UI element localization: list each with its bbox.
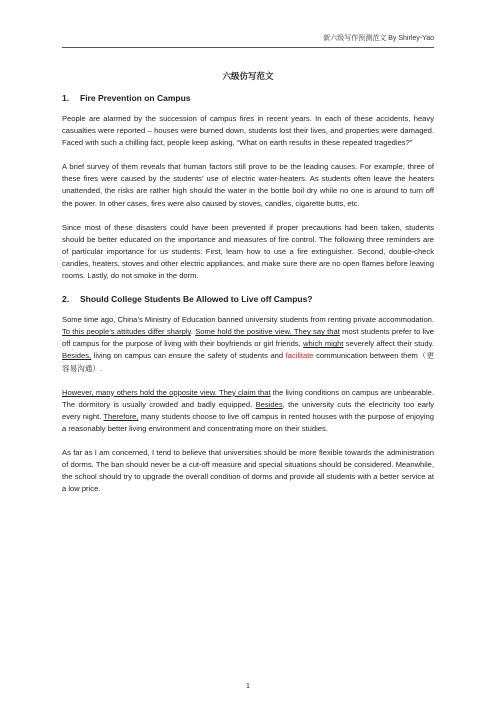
section-2-heading bbox=[62, 294, 434, 304]
section-1-number: 1. bbox=[62, 93, 70, 103]
section-2-paragraph-1 bbox=[62, 314, 434, 374]
section-1-paragraph-3: Since most of these disasters could have been prevented if proper precautions had been taken, students should be better educated on the importance and measures of fire control. The following three reminders are of particular importance for us students: First, learn how to use a fire extinguisher. Second, double-check candles, heaters, stoves and other electric appliances, and make sure there are no open flames before leaving rooms. Lastly, do not smoke in the dorm. bbox=[62, 222, 434, 281]
document-body bbox=[62, 70, 434, 507]
underlined-phrase: To this people’s attitudes differ sharply bbox=[62, 327, 191, 337]
underlined-phrase: Besides bbox=[255, 399, 283, 409]
underlined-phrase: However, many others hold the opposite view. They claim that bbox=[62, 387, 271, 397]
text-run: , the university cuts the electricity too early every night. bbox=[62, 399, 434, 421]
text-run: many students choose to live off campus in rented houses with the purpose of enjoying a reasonably better living environment and concentrating more on their studies. bbox=[62, 411, 434, 433]
text-run: Some time ago, China’s Ministry of Education banned university students from renting private accommodation. bbox=[62, 315, 434, 325]
section-1-paragraph-2: A brief survey of them reveals that human factors still prove to be the leading causes. For example, three of these fires were caused by the students’ use of electric water-heaters. As students often leave the heaters unattended, the risks are rather high should the water in the bottle boil dry while no one is around to turn off the power. In other cases, fires were also caused by stoves, candles, cigarette butts, etc. bbox=[62, 162, 434, 208]
section-2-number: 2. bbox=[62, 294, 70, 305]
section-2-paragraph-3: As far as I am concerned, I tend to believe that universities should be more flexible towards the administration of dorms. The ban should never be a cut-off measure and special situations should be considered. Meanwhile, the school should try to upgrade the overall condition of dorms and provide all students with a better service at a low price. bbox=[62, 447, 434, 494]
header-text: 新六级写作预测范文 By Shirley-Yao bbox=[323, 35, 434, 42]
document-title: 六级仿写范文 bbox=[222, 71, 274, 81]
underlined-phrase: Besides, bbox=[62, 351, 92, 361]
text-run: severely affect their study. bbox=[343, 339, 434, 349]
highlighted-word: facilitate bbox=[285, 351, 314, 361]
page-number: 1 bbox=[246, 683, 250, 690]
section-2-title: Should College Students Be Allowed to Live off Campus? bbox=[80, 294, 313, 305]
section-1-heading bbox=[62, 93, 434, 103]
section-1-title: Fire Prevention on Campus bbox=[80, 93, 191, 103]
page-header bbox=[62, 0, 434, 48]
text-run: communication between them（更容易沟通）. bbox=[62, 351, 434, 373]
text-run: living on campus can ensure the safety of students and bbox=[91, 351, 286, 361]
text-run: the living conditions on campus are unbearable. The dormitory is usually crowded and badly equipped. bbox=[62, 387, 435, 409]
section-1-paragraph-1: People are alarmed by the succession of campus fires in recent years. In each of these accidents, heavy casualties were reported – houses were burned down, students lost their lives, and properties were damaged. Faced with such a chilling fact, people keep asking, “What on earth results in these repeated tragedies?” bbox=[62, 114, 434, 148]
underlined-phrase: Some hold the positive view. They say that bbox=[195, 327, 340, 337]
text-run: . bbox=[190, 327, 196, 337]
section-2-paragraph-2 bbox=[62, 387, 434, 435]
underlined-phrase: Therefore, bbox=[103, 411, 139, 421]
text-run: most students prefer to live off campus for the purpose of living with their boyfriends or girl friends, bbox=[62, 327, 434, 349]
underlined-phrase: which might bbox=[303, 339, 344, 349]
